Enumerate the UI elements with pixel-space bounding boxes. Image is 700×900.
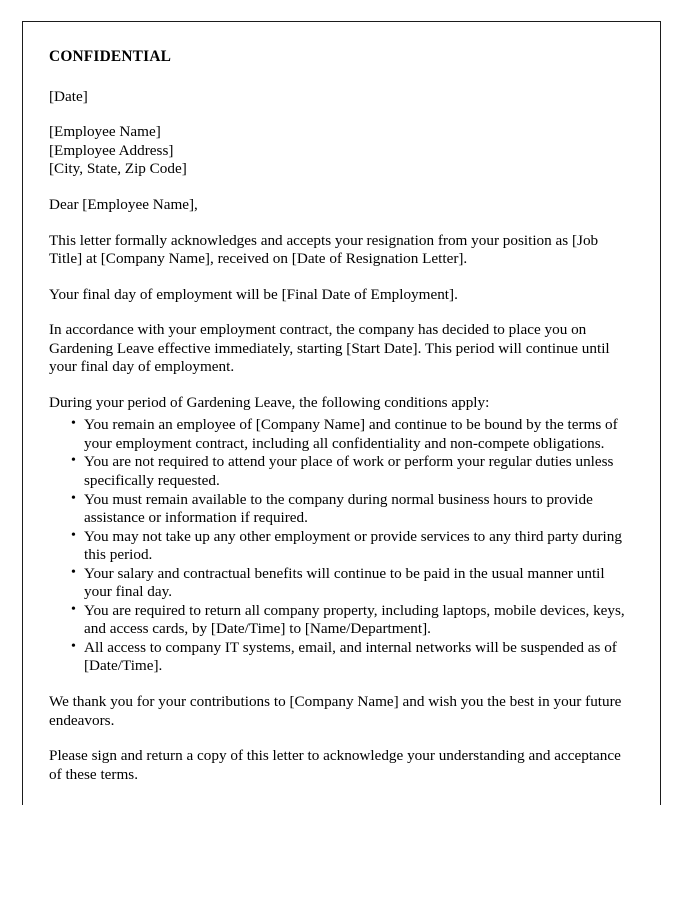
list-item: • You remain an employee of [Company Name] and continue to be bound by the terms of your employment contract, including all confidentiality and non-compete obligations. (49, 416, 631, 453)
list-item: • You are required to return all company property, including laptops, mobile devices, keys, and access cards, by [Date/Time] to [Name/Department]. (49, 602, 631, 639)
recipient-address-block (49, 123, 631, 179)
list-item: • You may not take up any other employment or provide services to any third party during this period. (49, 528, 631, 565)
letter-content (49, 48, 631, 801)
confidential-heading: CONFIDENTIAL (49, 48, 172, 65)
list-item: • All access to company IT systems, email, and internal networks will be suspended as of [Date/Time]. (49, 639, 631, 676)
list-item: • You are not required to attend your place of work or perform your regular duties unless specifically requested. (49, 453, 631, 490)
paragraph-final-day: Your final day of employment will be [Final Date of Employment]. (49, 285, 458, 303)
paragraph-thanks: We thank you for your contributions to [Company Name] and wish you the best in your future endeavors. (49, 693, 622, 729)
recipient-name: [Employee Name] (49, 123, 161, 141)
conditions-lead-in: During your period of Gardening Leave, the following conditions apply: (49, 393, 490, 411)
paragraph-sign-and-return: Please sign and return a copy of this letter to acknowledge your understanding and acceptance of these terms. (49, 747, 621, 783)
recipient-city-state-zip: [City, State, Zip Code] (49, 160, 187, 178)
salutation: Dear [Employee Name], (49, 195, 198, 213)
list-item: • You must remain available to the company during normal business hours to provide assistance or information if required. (49, 491, 631, 528)
conditions-list (49, 416, 631, 676)
paragraph-acknowledgement: This letter formally acknowledges and accepts your resignation from your position as [Job Title] at [Company Name], received on [Date of Resignation Letter]. (49, 231, 599, 268)
document-page (22, 21, 661, 805)
list-item: • Your salary and contractual benefits will continue to be paid in the usual manner until your final day. (49, 565, 631, 602)
date-placeholder: [Date] (49, 87, 88, 105)
paragraph-gardening-leave: In accordance with your employment contract, the company has decided to place you on Gardening Leave effective immediately, starting [Start Date]. This period will continue until your final day of employment. (49, 321, 610, 376)
recipient-address: [Employee Address] (49, 141, 174, 159)
